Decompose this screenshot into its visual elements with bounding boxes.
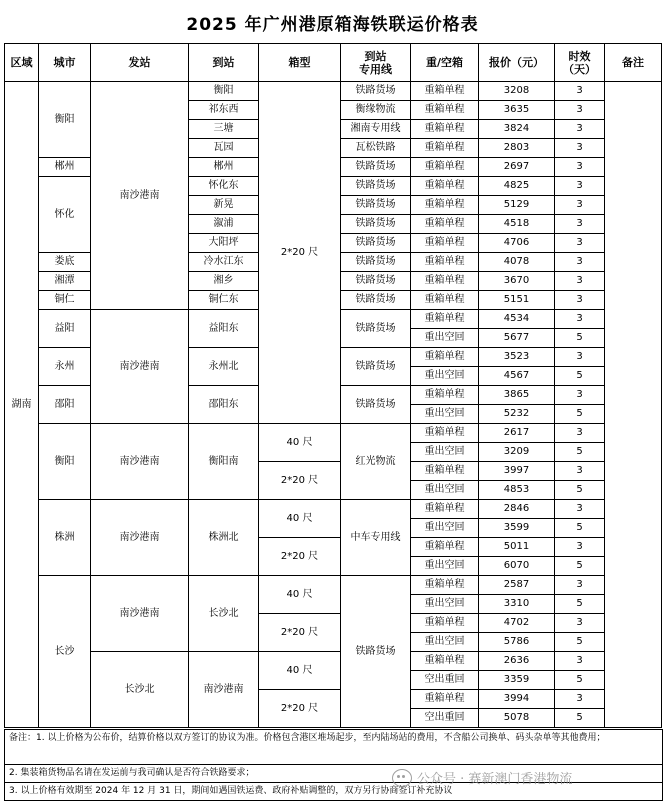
line-cell: 铁路货场 [341,386,411,424]
load-cell: 重箱单程 [411,291,479,310]
price-cell: 3599 [479,519,555,538]
destination-cell: 溆浦 [189,215,259,234]
price-cell: 2617 [479,424,555,443]
line-cell: 铁路货场 [341,272,411,291]
load-cell: 重箱单程 [411,272,479,291]
load-cell: 重箱单程 [411,462,479,481]
city-cell: 怀化 [39,177,91,253]
load-cell: 重箱单程 [411,310,479,329]
origin-cell: 南沙港南 [91,576,189,652]
watermark-text: 公众号 · 赛新澳门香港物流 [417,772,573,787]
load-cell: 重箱单程 [411,348,479,367]
load-cell: 重箱单程 [411,177,479,196]
days-cell: 5 [555,481,605,500]
price-cell: 3994 [479,690,555,709]
region-cell: 湖南 [5,82,39,728]
header-days: 时效 （天） [555,44,605,82]
days-cell: 3 [555,386,605,405]
price-cell: 3635 [479,101,555,120]
price-cell: 2636 [479,652,555,671]
load-cell: 重箱单程 [411,652,479,671]
load-cell: 重箱单程 [411,82,479,101]
days-cell: 3 [555,500,605,519]
days-cell: 3 [555,120,605,139]
header-destination: 到站 [189,44,259,82]
price-cell: 4853 [479,481,555,500]
box-type-cell: 2*20 尺 [259,538,341,576]
box-type-cell: 2*20 尺 [259,690,341,728]
price-cell: 4825 [479,177,555,196]
city-cell: 郴州 [39,158,91,177]
table-row [5,424,662,443]
header-price: 报价（元） [479,44,555,82]
price-cell: 2587 [479,576,555,595]
box-type-cell: 40 尺 [259,424,341,462]
days-cell: 5 [555,329,605,348]
origin-cell: 南沙港南 [91,82,189,310]
load-cell: 重箱单程 [411,215,479,234]
load-cell: 重箱单程 [411,158,479,177]
price-cell: 4706 [479,234,555,253]
load-cell: 重箱单程 [411,614,479,633]
box-type-cell: 2*20 尺 [259,462,341,500]
load-cell: 重箱单程 [411,576,479,595]
city-cell: 衡阳 [39,82,91,158]
days-cell: 3 [555,462,605,481]
note-3: 3. 以上价格有效期至 2024 年 12 月 31 日，期间如遇国铁运费、政府补贴调整的，双方另行协商签订补充协议 [5,782,662,800]
destination-cell: 南沙港南 [189,652,259,728]
days-cell: 3 [555,196,605,215]
days-cell: 3 [555,576,605,595]
line-cell: 红光物流 [341,424,411,500]
price-cell: 3310 [479,595,555,614]
price-cell: 2697 [479,158,555,177]
days-cell: 5 [555,519,605,538]
days-cell: 3 [555,291,605,310]
destination-cell: 冷水江东 [189,253,259,272]
price-cell: 2846 [479,500,555,519]
origin-cell: 南沙港南 [91,310,189,424]
header-box-type: 箱型 [259,44,341,82]
destination-cell: 瓦园 [189,139,259,158]
days-cell: 3 [555,177,605,196]
price-cell: 5677 [479,329,555,348]
price-cell: 3523 [479,348,555,367]
days-cell: 3 [555,348,605,367]
load-cell: 重箱单程 [411,253,479,272]
days-cell: 3 [555,310,605,329]
days-cell: 5 [555,595,605,614]
load-cell: 重箱单程 [411,424,479,443]
price-cell: 3997 [479,462,555,481]
price-cell: 3209 [479,443,555,462]
days-cell: 3 [555,215,605,234]
city-cell: 铜仁 [39,291,91,310]
days-cell: 3 [555,272,605,291]
days-cell: 3 [555,690,605,709]
price-cell: 5151 [479,291,555,310]
days-cell: 3 [555,101,605,120]
destination-cell: 湘乡 [189,272,259,291]
origin-cell: 南沙港南 [91,500,189,576]
load-cell: 重箱单程 [411,690,479,709]
price-cell: 3865 [479,386,555,405]
header-row [5,44,662,82]
wechat-icon [392,769,412,787]
note-2: 2. 集装箱货物品名请在发运前与我司确认是否符合铁路要求； [5,764,662,782]
line-cell: 铁路货场 [341,348,411,386]
destination-cell: 三塘 [189,120,259,139]
price-cell: 4078 [479,253,555,272]
days-cell: 5 [555,367,605,386]
destination-cell: 祁东西 [189,101,259,120]
days-cell: 5 [555,671,605,690]
box-type-cell: 2*20 尺 [259,82,341,424]
days-cell: 3 [555,234,605,253]
line-cell: 湘南专用线 [341,120,411,139]
price-cell: 3208 [479,82,555,101]
days-cell: 3 [555,652,605,671]
price-cell: 5232 [479,405,555,424]
box-type-cell: 40 尺 [259,500,341,538]
notes-section [4,729,663,801]
destination-cell: 大阳坪 [189,234,259,253]
price-cell: 5011 [479,538,555,557]
days-cell: 3 [555,538,605,557]
header-origin: 发站 [91,44,189,82]
price-cell: 3359 [479,671,555,690]
load-cell: 重箱单程 [411,196,479,215]
origin-cell: 南沙港南 [91,424,189,500]
city-cell: 衡阳 [39,424,91,500]
box-type-cell: 40 尺 [259,576,341,614]
load-cell: 重箱单程 [411,538,479,557]
watermark [392,768,572,787]
days-cell: 5 [555,709,605,728]
destination-cell: 益阳东 [189,310,259,348]
price-cell: 2803 [479,139,555,158]
destination-cell: 邵阳东 [189,386,259,424]
load-cell: 重出空回 [411,633,479,652]
price-cell: 3824 [479,120,555,139]
header-city: 城市 [39,44,91,82]
city-cell: 株洲 [39,500,91,576]
days-cell: 5 [555,557,605,576]
line-cell: 铁路货场 [341,158,411,177]
city-cell: 长沙 [39,576,91,728]
load-cell: 空出重回 [411,671,479,690]
load-cell: 重出空回 [411,557,479,576]
load-cell: 重箱单程 [411,120,479,139]
load-cell: 重出空回 [411,595,479,614]
load-cell: 重出空回 [411,405,479,424]
days-cell: 3 [555,158,605,177]
line-cell: 铁路货场 [341,291,411,310]
note-1: 备注：1. 以上价格为公布价，结算价格以双方签订的协议为准。价格包含港区堆场起步，至内陆场站的费用，不含船公司换单、码头杂单等其他费用； [5,729,662,764]
destination-cell: 怀化东 [189,177,259,196]
price-cell: 4534 [479,310,555,329]
destination-cell: 郴州 [189,158,259,177]
load-cell: 重出空回 [411,329,479,348]
destination-cell: 新晃 [189,196,259,215]
city-cell: 湘潭 [39,272,91,291]
days-cell: 5 [555,633,605,652]
load-cell: 重箱单程 [411,101,479,120]
line-cell: 衡缘物流 [341,101,411,120]
destination-cell: 铜仁东 [189,291,259,310]
line-cell: 铁路货场 [341,177,411,196]
line-cell: 铁路货场 [341,253,411,272]
days-cell: 3 [555,614,605,633]
price-cell: 6070 [479,557,555,576]
page-title: 2025 年广州港原箱海铁联运价格表 [186,15,479,35]
destination-cell: 长沙北 [189,576,259,652]
price-table [4,43,662,728]
destination-cell: 永州北 [189,348,259,386]
line-cell: 瓦松铁路 [341,139,411,158]
load-cell: 重箱单程 [411,139,479,158]
header-load: 重/空箱 [411,44,479,82]
price-cell: 5129 [479,196,555,215]
days-cell: 5 [555,443,605,462]
remark-cell [605,82,662,728]
city-cell: 邵阳 [39,386,91,424]
price-cell: 4567 [479,367,555,386]
line-cell: 铁路货场 [341,196,411,215]
price-cell: 4518 [479,215,555,234]
days-cell: 3 [555,253,605,272]
load-cell: 重出空回 [411,519,479,538]
table-row [5,576,662,595]
line-cell: 中车专用线 [341,500,411,576]
table-row [5,82,662,101]
line-cell: 铁路货场 [341,234,411,253]
load-cell: 重箱单程 [411,386,479,405]
box-type-cell: 40 尺 [259,652,341,690]
box-type-cell: 2*20 尺 [259,614,341,652]
price-cell: 5786 [479,633,555,652]
line-cell: 铁路货场 [341,576,411,728]
table-row [5,652,662,671]
load-cell: 重箱单程 [411,234,479,253]
days-cell: 3 [555,139,605,158]
load-cell: 重箱单程 [411,500,479,519]
days-cell: 5 [555,405,605,424]
header-region: 区域 [5,44,39,82]
load-cell: 重出空回 [411,367,479,386]
price-cell: 5078 [479,709,555,728]
line-cell: 铁路货场 [341,310,411,348]
load-cell: 重出空回 [411,443,479,462]
city-cell: 娄底 [39,253,91,272]
days-cell: 3 [555,82,605,101]
header-line: 到站 专用线 [341,44,411,82]
load-cell: 空出重回 [411,709,479,728]
city-cell: 益阳 [39,310,91,348]
city-cell: 永州 [39,348,91,386]
load-cell: 重出空回 [411,481,479,500]
destination-cell: 衡阳南 [189,424,259,500]
line-cell: 铁路货场 [341,82,411,101]
table-row [5,500,662,519]
destination-cell: 衡阳 [189,82,259,101]
price-cell: 4702 [479,614,555,633]
destination-cell: 株洲北 [189,500,259,576]
price-cell: 3670 [479,272,555,291]
origin-cell: 长沙北 [91,652,189,728]
line-cell: 铁路货场 [341,215,411,234]
header-remark: 备注 [605,44,662,82]
days-cell: 3 [555,424,605,443]
